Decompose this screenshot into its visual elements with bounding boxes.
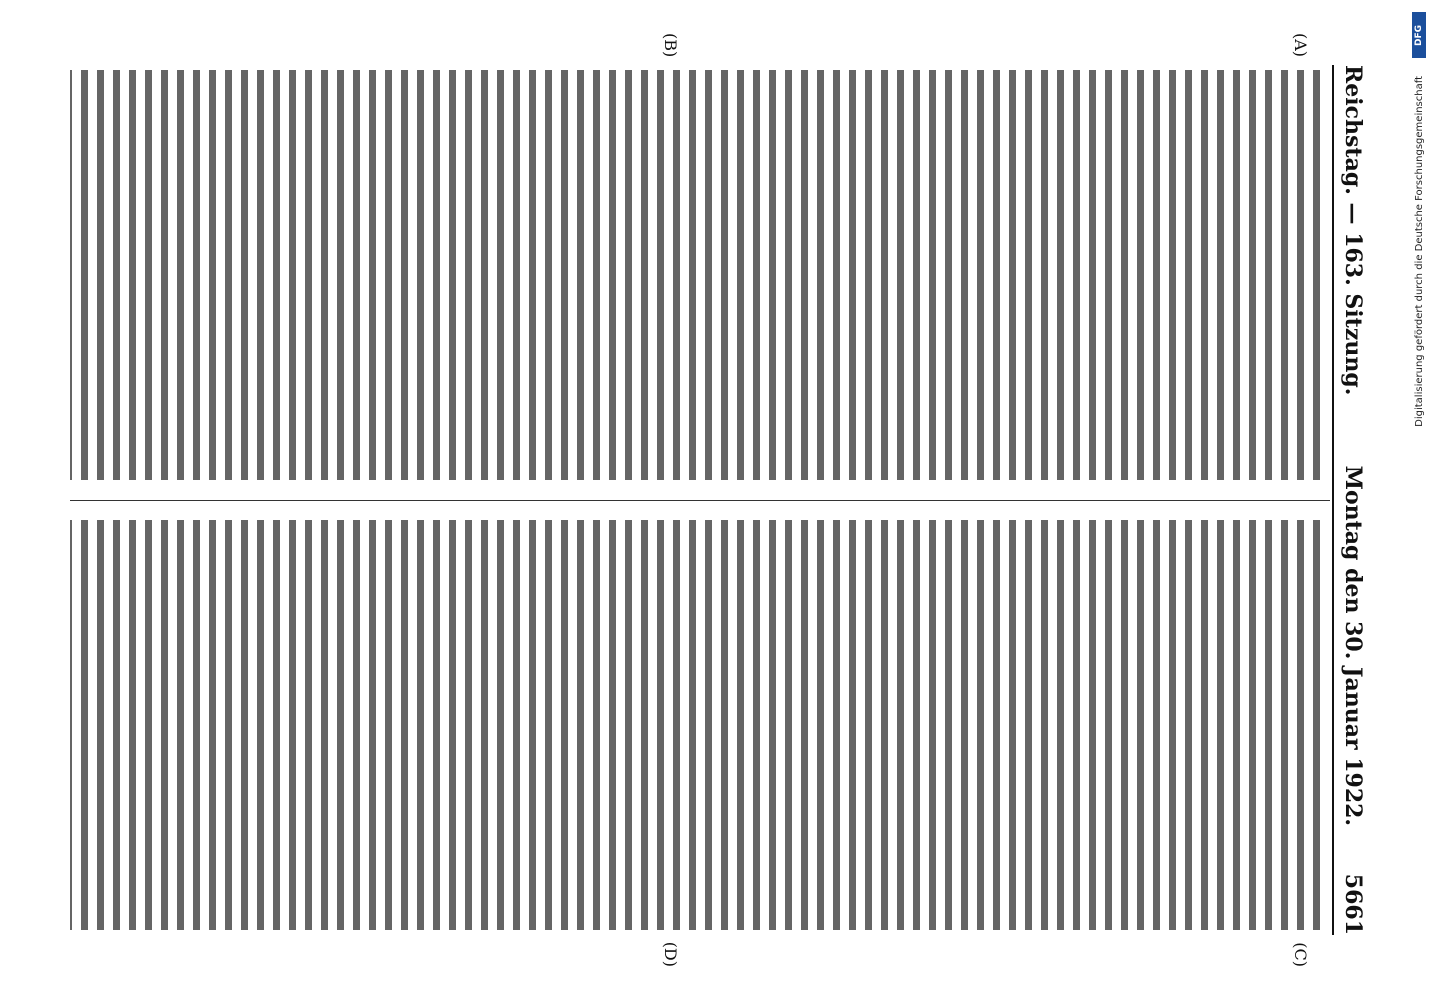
rotated-page-wrapper [0, 25, 1380, 975]
page-header [1332, 65, 1370, 935]
header-date: Montag den 30. Januar 1922. [1340, 465, 1366, 827]
header-right [1340, 466, 1366, 935]
page-number: 5661 [1340, 873, 1366, 935]
set-type-lines [70, 70, 1320, 480]
column-divider [70, 500, 1330, 501]
margin-marker-d: (D) [661, 941, 680, 967]
margin-marker-a: (A) [1291, 33, 1310, 58]
newspaper-page [0, 25, 1380, 975]
text-column-right [70, 520, 1320, 930]
digitization-text: Digitalisierung gefördert durch die Deutsche Forschungsgemeinschaft [1414, 76, 1425, 427]
margin-marker-b: (B) [661, 33, 680, 58]
margin-marker-c: (C) [1291, 942, 1310, 967]
text-column-left [70, 70, 1320, 480]
digitization-notice [1408, 6, 1432, 994]
header-left: Reichstag. — 163. Sitzung. [1340, 65, 1366, 396]
dfg-logo: DFG [1412, 12, 1426, 58]
set-type-lines [70, 520, 1320, 930]
